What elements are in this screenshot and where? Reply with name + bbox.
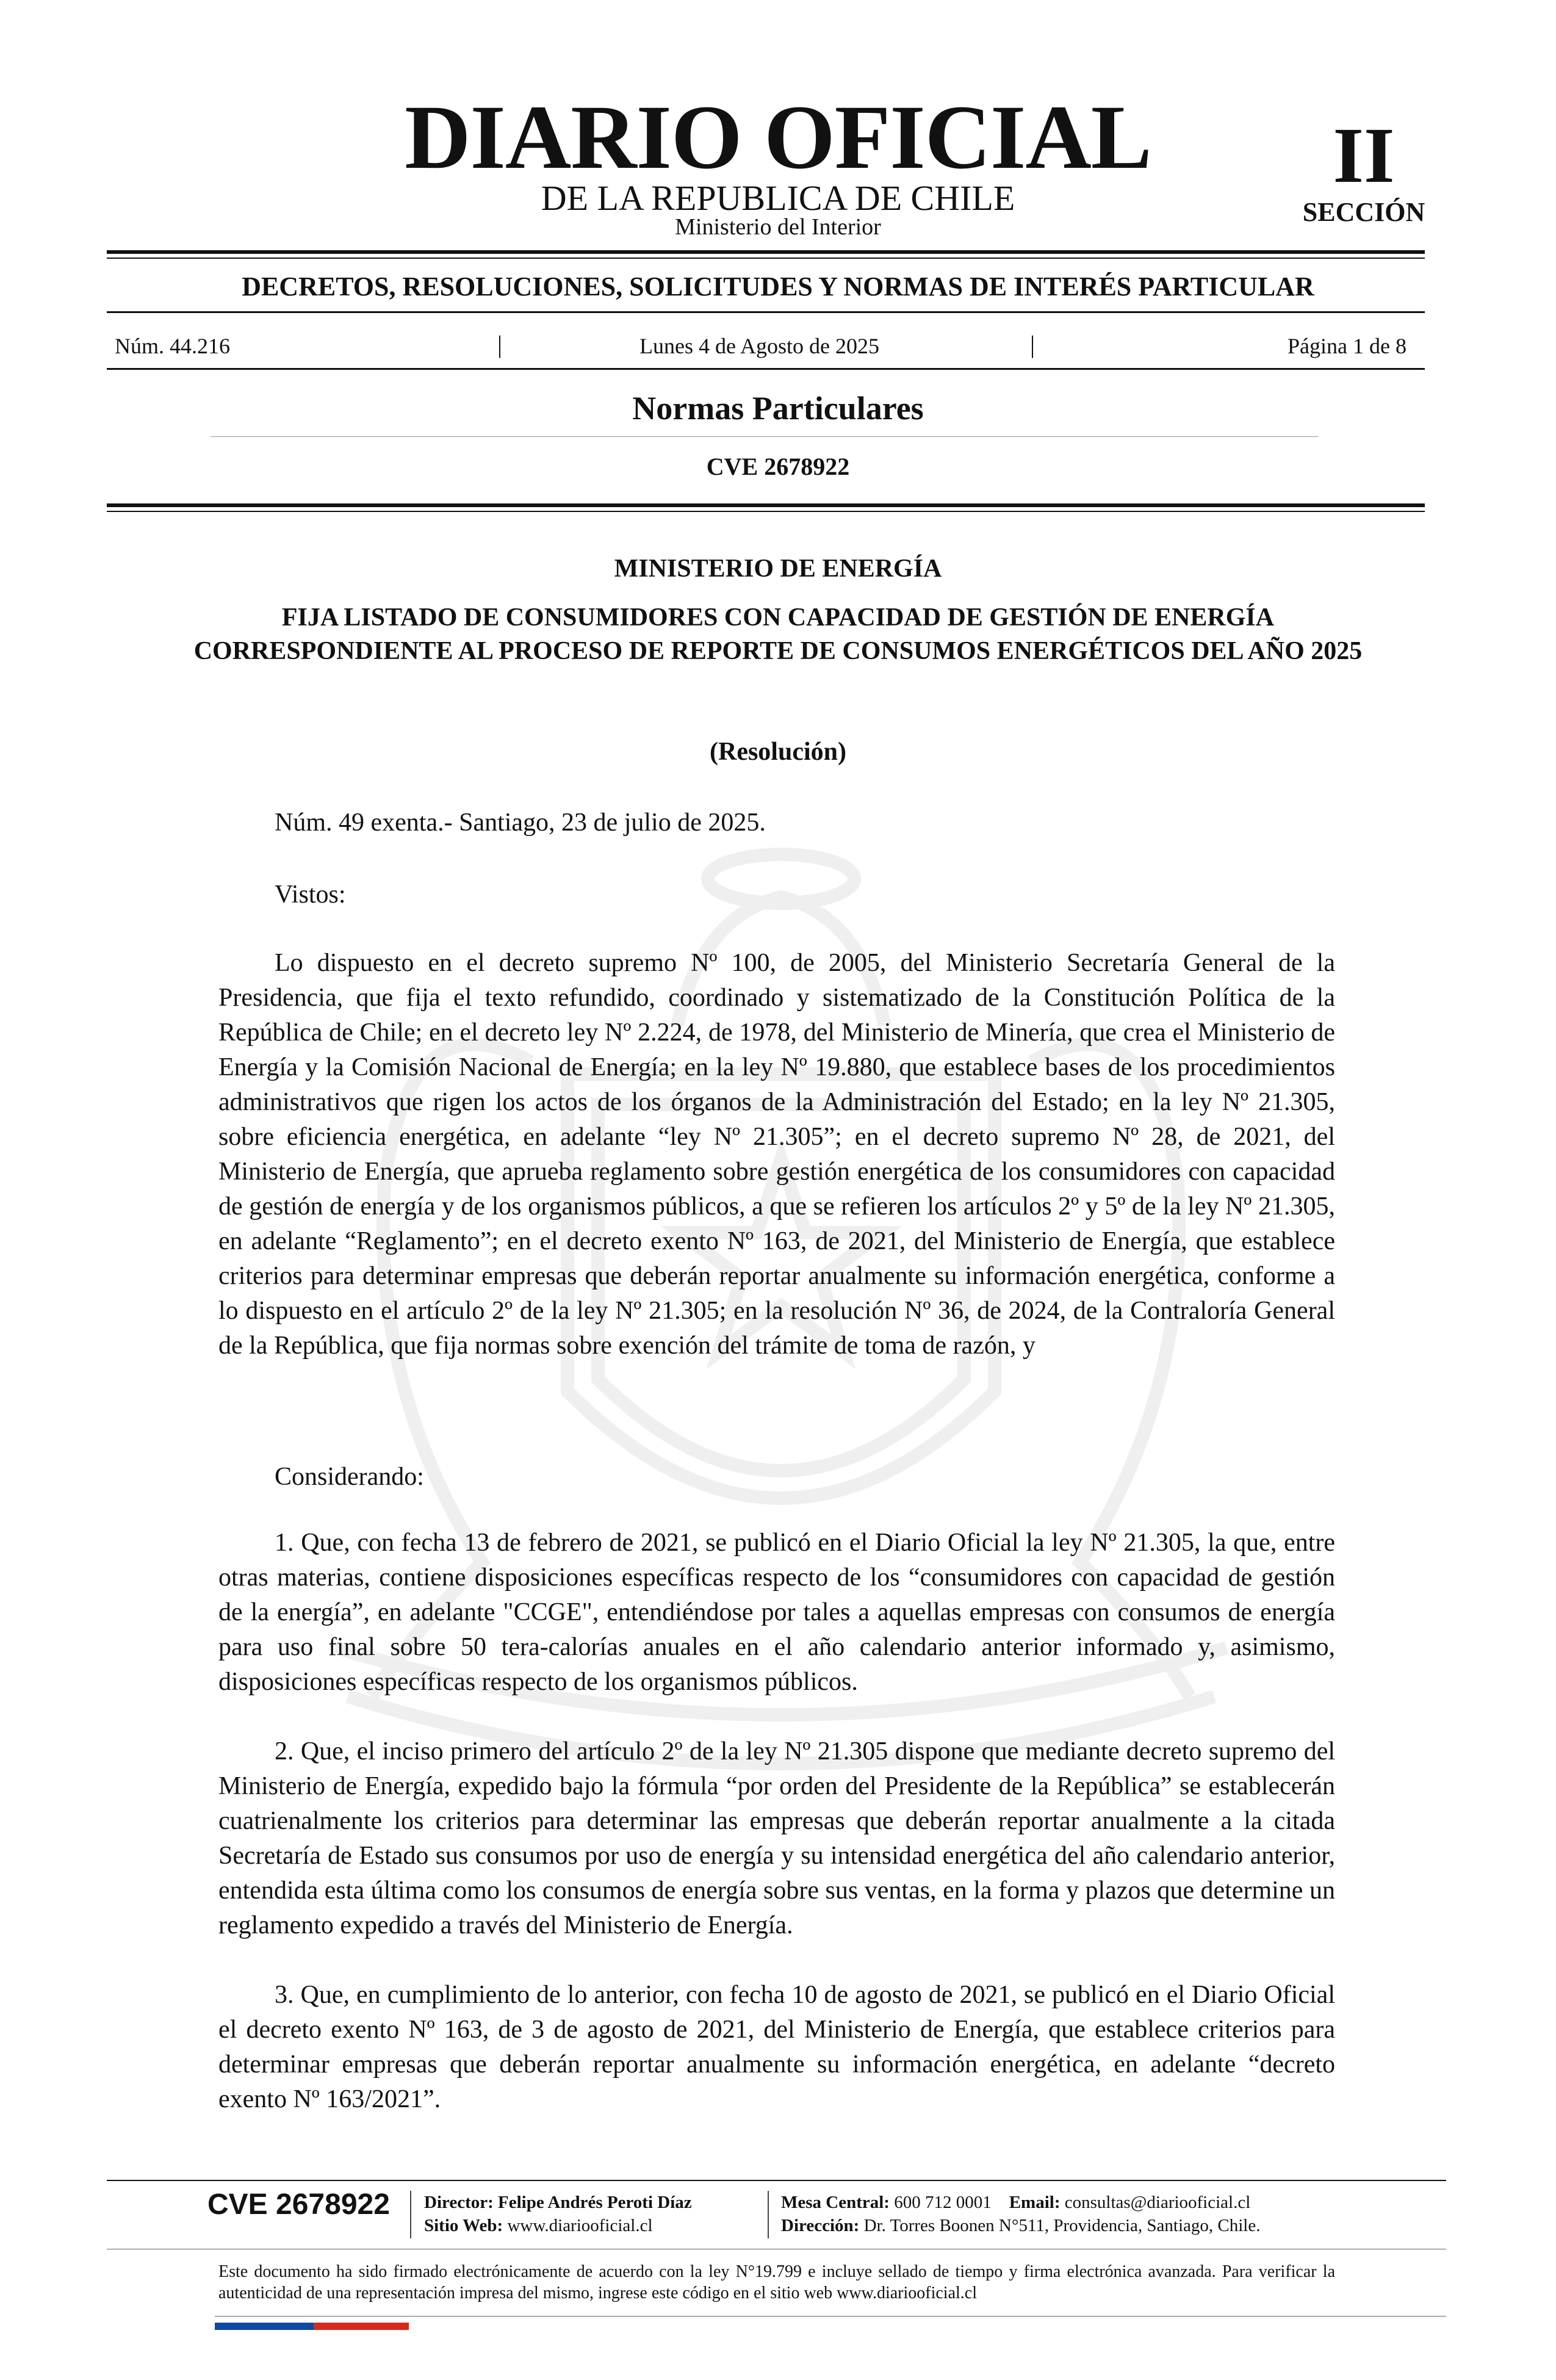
masthead-rule-thick [107,250,1425,254]
issue-separator-2: | [1030,331,1036,358]
band-rule-bottom [107,311,1425,313]
footer-email-label: Email: [1009,2193,1061,2212]
flag-stripe-blue [215,2323,314,2330]
section-label: SECCIÓN [1302,197,1425,227]
header-rule-thick [107,503,1425,507]
footer-site-label: Sitio Web: [424,2216,503,2235]
footer-divider-1 [410,2191,411,2238]
vistos-heading: Vistos: [275,881,346,909]
section-title-underline [211,436,1318,437]
issue-page: Página 1 de 8 [1288,334,1407,358]
footer-address-label: Dirección: [781,2216,860,2235]
band-title: DECRETOS, RESOLUCIONES, SOLICITUDES Y NORMAS DE INTERÉS PARTICULAR [242,272,1314,301]
footer-site-link[interactable]: www.diariooficial.cl [507,2216,653,2235]
considerando-3: 3. Que, en cumplimiento de lo anterior, con fecha 10 de agosto de 2021, se publicó en el Diario Oficial el decreto exento Nº 163, de 3 de agosto de 2021, del Ministerio de Energía, que establece criterios para determinar empresas que deberán reportar anualmente su información energética, en adelante “decreto exento Nº 163/2021”. [218,1981,1335,2113]
footer-address: Dr. Torres Boonen N°511, Providencia, Santiago, Chile. [863,2216,1261,2235]
footer-signature-note: Este documento ha sido firmado electrónicamente de acuerdo con la ley N°19.799 e incluye sellado de tiempo y firma electrónica avanzada. Para verificar la autenticidad de una representación impresa del mismo, ingrese este código en el sitio web www.diariooficial.cl [218,2262,1335,2302]
newspaper-subtitle: DE LA REPUBLICA DE CHILE [541,178,1015,218]
footer-contact-block [781,2191,1260,2237]
masthead-rule-thin [107,258,1425,259]
resolution-title: FIJA LISTADO DE CONSUMIDORES CON CAPACIDAD DE GESTIÓN DE ENERGÍA CORRESPONDIENTE AL PROCESO DE REPORTE DE CONSUMOS ENERGÉTICOS DEL AÑO 2025 [193,604,1363,665]
resolution-number-line: Núm. 49 exenta.- Santiago, 23 de julio de 2025. [275,809,766,837]
footer-phone: 600 712 0001 [894,2193,992,2212]
flag-stripe-red [314,2323,409,2330]
newspaper-ministry: Ministerio del Interior [675,214,881,240]
considerando-2: 2. Que, el inciso primero del artículo 2º de la ley Nº 21.305 dispone que mediante decreto supremo del Ministerio de Energía, expedido bajo la fórmula “por orden del Presidente de la República” se establecerán cuatrienalmente los criterios para determinar las empresas que deberán reportar anualmente a la citada Secretaría de Estado sus consumos por uso de energía y su intensidad energética del año calendario anterior, entendida esta última como los consumos de energía sobre sus ventas, en la forma y plazos que determine un reglamento expedido a través del Ministerio de Energía. [218,1737,1335,1939]
footer-phone-label: Mesa Central: [781,2193,890,2212]
info-rule [107,368,1425,370]
issue-separator-1: | [497,331,503,358]
footer-rule-bottom [215,2316,1446,2317]
footer-email-link[interactable]: consultas@diariooficial.cl [1064,2193,1251,2212]
issue-date: Lunes 4 de Agosto de 2025 [639,334,879,358]
section-title: Normas Particulares [632,390,924,427]
considerando-heading: Considerando: [275,1463,424,1491]
footer-rule-top [107,2180,1446,2181]
footer-director-block [424,2191,692,2237]
section-number: II [1333,112,1395,200]
issuing-ministry: MINISTERIO DE ENERGÍA [614,555,942,583]
header-rule-thin [107,511,1425,512]
footer-director: Felipe Andrés Peroti Díaz [498,2193,692,2212]
issue-number: Núm. 44.216 [115,334,230,358]
considerando-1: 1. Que, con fecha 13 de febrero de 2021, se publicó en el Diario Oficial la ley Nº 21.305, la que, entre otras materias, contiene disposiciones específicas respecto de los “consumidores con capacidad de gestión de la energía”, en adelante "CCGE", entendiéndose por tales a aquellas empresas con consumos de energía para uso final sobre 50 tera-calorías anuales en el año calendario anterior informado y, asimismo, disposiciones específicas respecto de los organismos públicos. [218,1529,1335,1696]
vistos-paragraph: Lo dispuesto en el decreto supremo Nº 100, de 2005, del Ministerio Secretaría General de la Presidencia, que fija el texto refundido, coordinado y sistematizado de la Constitución Política de la República de Chile; en el decreto ley Nº 2.224, de 1978, del Ministerio de Minería, que crea el Ministerio de Energía y la Comisión Nacional de Energía; en la ley Nº 19.880, que establece bases de los procedimientos administrativos que rigen los actos de los órganos de la Administración del Estado; en la ley Nº 21.305, sobre eficiencia energética, en adelante “ley Nº 21.305”; en el decreto supremo Nº 28, de 2021, del Ministerio de Energía, que aprueba reglamento sobre gestión energética de los consumidores con capacidad de gestión de energía y de los organismos públicos, a que se refieren los artículos 2º y 5º de la ley Nº 21.305, en adelante “Reglamento”; en el decreto exento Nº 163, de 2021, del Ministerio de Energía, que establece criterios para determinar empresas que deberán reportar anualmente su información energética, conforme a lo dispuesto en el artículo 2º de la ley Nº 21.305; en la resolución Nº 36, de 2024, de la Contraloría General de la República, que fija normas sobre exención del trámite de toma de razón, y [218,949,1335,1360]
newspaper-title: DIARIO OFICIAL [405,87,1151,188]
footer-divider-2 [768,2191,769,2238]
footer-cve: CVE 2678922 [207,2188,390,2221]
footer-director-label: Director: [424,2193,494,2212]
resolution-type: (Resolución) [710,738,846,766]
cve-header: CVE 2678922 [706,453,850,480]
